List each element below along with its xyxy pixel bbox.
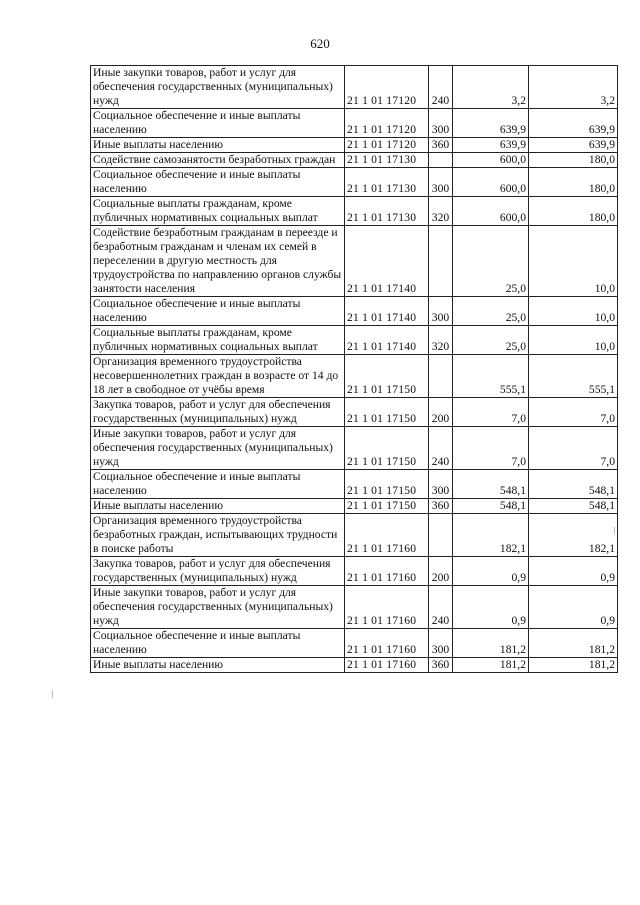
row-code-cell: 21 1 01 17150 <box>345 499 429 514</box>
table-row <box>91 557 618 586</box>
row-amount-2-cell: 0,9 <box>529 586 618 629</box>
row-expense-type-cell: 240 <box>429 66 453 109</box>
row-expense-type-cell: 300 <box>429 470 453 499</box>
row-expense-type-cell: 300 <box>429 297 453 326</box>
row-code-cell: 21 1 01 17150 <box>345 427 429 470</box>
table-row <box>91 658 618 673</box>
row-amount-2-cell: 180,0 <box>529 197 618 226</box>
row-code-cell: 21 1 01 17150 <box>345 470 429 499</box>
row-amount-2-cell: 555,1 <box>529 355 618 398</box>
row-amount-2-cell: 180,0 <box>529 153 618 168</box>
row-amount-2-cell: 3,2 <box>529 66 618 109</box>
row-code-cell: 21 1 01 17150 <box>345 398 429 427</box>
row-amount-2-cell: 182,1 <box>529 514 618 557</box>
row-amount-1-cell: 25,0 <box>453 297 529 326</box>
row-amount-1-cell: 600,0 <box>453 153 529 168</box>
row-amount-2-cell: 10,0 <box>529 226 618 297</box>
row-code-cell: 21 1 01 17160 <box>345 514 429 557</box>
row-expense-type-cell: 200 <box>429 398 453 427</box>
row-expense-type-cell <box>429 355 453 398</box>
row-name-cell: Закупка товаров, работ и услуг для обеспечения государственных (муниципальных) нужд <box>91 557 345 586</box>
row-name-cell: Социальное обеспечение и иные выплаты населению <box>91 297 345 326</box>
row-expense-type-cell: 300 <box>429 629 453 658</box>
row-expense-type-cell: 300 <box>429 168 453 197</box>
row-amount-1-cell: 7,0 <box>453 398 529 427</box>
table-row <box>91 326 618 355</box>
row-code-cell: 21 1 01 17130 <box>345 153 429 168</box>
table-row <box>91 355 618 398</box>
table-row <box>91 197 618 226</box>
table-row <box>91 470 618 499</box>
table-row <box>91 499 618 514</box>
row-code-cell: 21 1 01 17140 <box>345 297 429 326</box>
row-code-cell: 21 1 01 17130 <box>345 168 429 197</box>
row-amount-1-cell: 639,9 <box>453 138 529 153</box>
row-expense-type-cell: 360 <box>429 499 453 514</box>
row-expense-type-cell <box>429 226 453 297</box>
row-amount-1-cell: 600,0 <box>453 168 529 197</box>
row-amount-1-cell: 0,9 <box>453 557 529 586</box>
row-amount-2-cell: 0,9 <box>529 557 618 586</box>
table-row <box>91 427 618 470</box>
row-name-cell: Социальные выплаты гражданам, кроме публичных нормативных социальных выплат <box>91 197 345 226</box>
row-amount-2-cell: 7,0 <box>529 398 618 427</box>
row-name-cell: Социальное обеспечение и иные выплаты населению <box>91 109 345 138</box>
row-code-cell: 21 1 01 17160 <box>345 629 429 658</box>
table-row <box>91 514 618 557</box>
row-amount-1-cell: 181,2 <box>453 629 529 658</box>
budget-table <box>90 65 618 673</box>
scan-mark <box>614 527 615 534</box>
table-row <box>91 586 618 629</box>
row-expense-type-cell <box>429 153 453 168</box>
row-code-cell: 21 1 01 17140 <box>345 226 429 297</box>
row-code-cell: 21 1 01 17140 <box>345 326 429 355</box>
row-amount-1-cell: 0,9 <box>453 586 529 629</box>
row-name-cell: Содействие безработным гражданам в переезде и безработным гражданам и членам их семей в переселении в другую местность для трудоустройства по направлению органов службы занятости населения <box>91 226 345 297</box>
row-amount-2-cell: 548,1 <box>529 470 618 499</box>
row-name-cell: Социальное обеспечение и иные выплаты населению <box>91 470 345 499</box>
row-expense-type-cell: 300 <box>429 109 453 138</box>
row-code-cell: 21 1 01 17150 <box>345 355 429 398</box>
row-amount-2-cell: 7,0 <box>529 427 618 470</box>
row-amount-1-cell: 600,0 <box>453 197 529 226</box>
row-amount-1-cell: 7,0 <box>453 427 529 470</box>
row-amount-2-cell: 181,2 <box>529 629 618 658</box>
row-code-cell: 21 1 01 17130 <box>345 197 429 226</box>
row-amount-1-cell: 548,1 <box>453 470 529 499</box>
row-name-cell: Организация временного трудоустройства безработных граждан, испытывающих трудности в поиске работы <box>91 514 345 557</box>
row-amount-2-cell: 639,9 <box>529 138 618 153</box>
table-row <box>91 168 618 197</box>
row-amount-2-cell: 548,1 <box>529 499 618 514</box>
row-amount-1-cell: 548,1 <box>453 499 529 514</box>
row-amount-2-cell: 10,0 <box>529 297 618 326</box>
row-amount-2-cell: 639,9 <box>529 109 618 138</box>
table-row <box>91 109 618 138</box>
table-row <box>91 138 618 153</box>
row-expense-type-cell: 360 <box>429 138 453 153</box>
row-name-cell: Социальное обеспечение и иные выплаты населению <box>91 629 345 658</box>
row-amount-2-cell: 180,0 <box>529 168 618 197</box>
row-code-cell: 21 1 01 17120 <box>345 66 429 109</box>
row-name-cell: Социальные выплаты гражданам, кроме публичных нормативных социальных выплат <box>91 326 345 355</box>
row-code-cell: 21 1 01 17160 <box>345 557 429 586</box>
row-expense-type-cell: 240 <box>429 427 453 470</box>
row-name-cell: Социальное обеспечение и иные выплаты населению <box>91 168 345 197</box>
row-amount-1-cell: 25,0 <box>453 226 529 297</box>
row-name-cell: Содействие самозанятости безработных граждан <box>91 153 345 168</box>
row-expense-type-cell: 320 <box>429 197 453 226</box>
row-expense-type-cell: 360 <box>429 658 453 673</box>
row-amount-2-cell: 181,2 <box>529 658 618 673</box>
row-code-cell: 21 1 01 17160 <box>345 658 429 673</box>
table-row <box>91 297 618 326</box>
row-expense-type-cell <box>429 514 453 557</box>
row-code-cell: 21 1 01 17160 <box>345 586 429 629</box>
table-row <box>91 153 618 168</box>
row-expense-type-cell: 320 <box>429 326 453 355</box>
table-row <box>91 66 618 109</box>
row-amount-1-cell: 3,2 <box>453 66 529 109</box>
page-number: 620 <box>310 36 330 51</box>
scan-mark <box>52 690 53 698</box>
row-code-cell: 21 1 01 17120 <box>345 109 429 138</box>
budget-table-body <box>91 66 618 673</box>
table-row <box>91 629 618 658</box>
row-name-cell: Организация временного трудоустройства несовершеннолетних граждан в возрасте от 14 до 18 лет в свободное от учёбы время <box>91 355 345 398</box>
row-name-cell: Иные закупки товаров, работ и услуг для обеспечения государственных (муниципальных) нужд <box>91 586 345 629</box>
row-expense-type-cell: 200 <box>429 557 453 586</box>
row-amount-1-cell: 555,1 <box>453 355 529 398</box>
row-name-cell: Иные выплаты населению <box>91 499 345 514</box>
row-name-cell: Иные выплаты населению <box>91 138 345 153</box>
table-row <box>91 226 618 297</box>
table-row <box>91 398 618 427</box>
row-name-cell: Иные закупки товаров, работ и услуг для обеспечения государственных (муниципальных) нужд <box>91 66 345 109</box>
row-amount-1-cell: 181,2 <box>453 658 529 673</box>
row-name-cell: Иные выплаты населению <box>91 658 345 673</box>
row-amount-2-cell: 10,0 <box>529 326 618 355</box>
row-name-cell: Иные закупки товаров, работ и услуг для обеспечения государственных (муниципальных) нужд <box>91 427 345 470</box>
row-expense-type-cell: 240 <box>429 586 453 629</box>
row-code-cell: 21 1 01 17120 <box>345 138 429 153</box>
row-amount-1-cell: 182,1 <box>453 514 529 557</box>
row-name-cell: Закупка товаров, работ и услуг для обеспечения государственных (муниципальных) нужд <box>91 398 345 427</box>
row-amount-1-cell: 25,0 <box>453 326 529 355</box>
row-amount-1-cell: 639,9 <box>453 109 529 138</box>
